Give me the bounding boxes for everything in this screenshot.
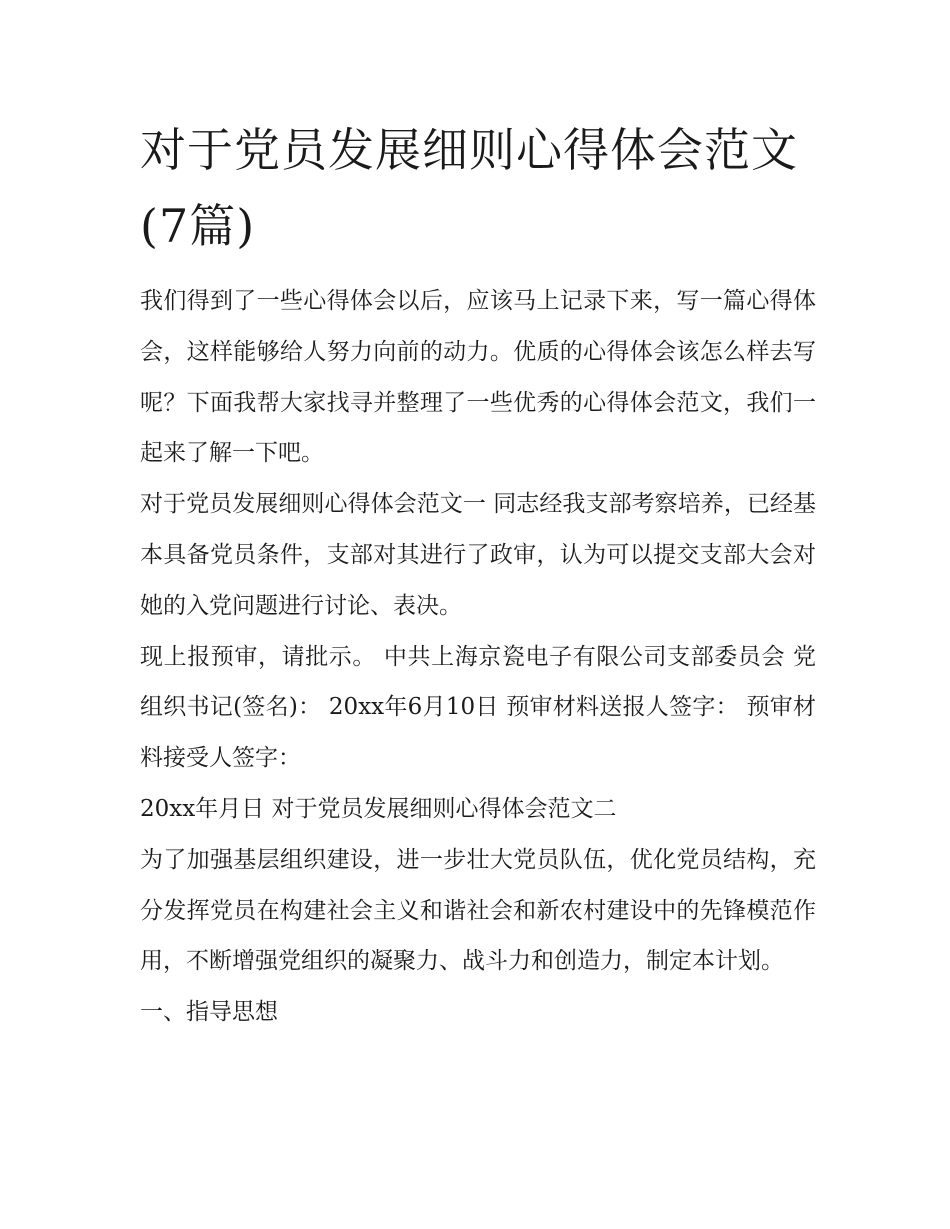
paragraph-date-heading: 20xx年月日 对于党员发展细则心得体会范文二 — [140, 795, 617, 822]
paragraph-sample-one: 对于党员发展细则心得体会范文一 同志经我支部考察培养，已经基本具备党员条件，支部对其进行了政审，认为可以提交支部大会对她的入党问题进行讨论、表决。 — [140, 491, 816, 619]
section-heading-guiding-thought: 一、指导思想 — [140, 999, 278, 1026]
document-title: 对于党员发展细则心得体会范文(7篇) — [140, 123, 798, 253]
paragraph-sample-two: 为了加强基层组织建设，进一步壮大党员队伍，优化党员结构，充分发挥党员在构建社会主义和谐社会和新农村建设中的先锋模范作用，不断增强党组织的凝聚力、战斗力和创造力，制定本计划。 — [140, 846, 816, 975]
paragraph-report: 现上报预审，请批示。 中共上海京瓷电子有限公司支部委员会 党组织书记(签名)： 20xx年6月10日 预审材料送报人签字： 预审材料接受人签字： — [140, 643, 816, 772]
document-body — [140, 276, 816, 1038]
paragraph-intro: 我们得到了一些心得体会以后，应该马上记录下来，写一篇心得体会，这样能够给人努力向前的动力。优质的心得体会该怎么样去写呢？下面我帮大家找寻并整理了一些优秀的心得体会范文，我们一起来了解一下吧。 — [140, 288, 816, 467]
